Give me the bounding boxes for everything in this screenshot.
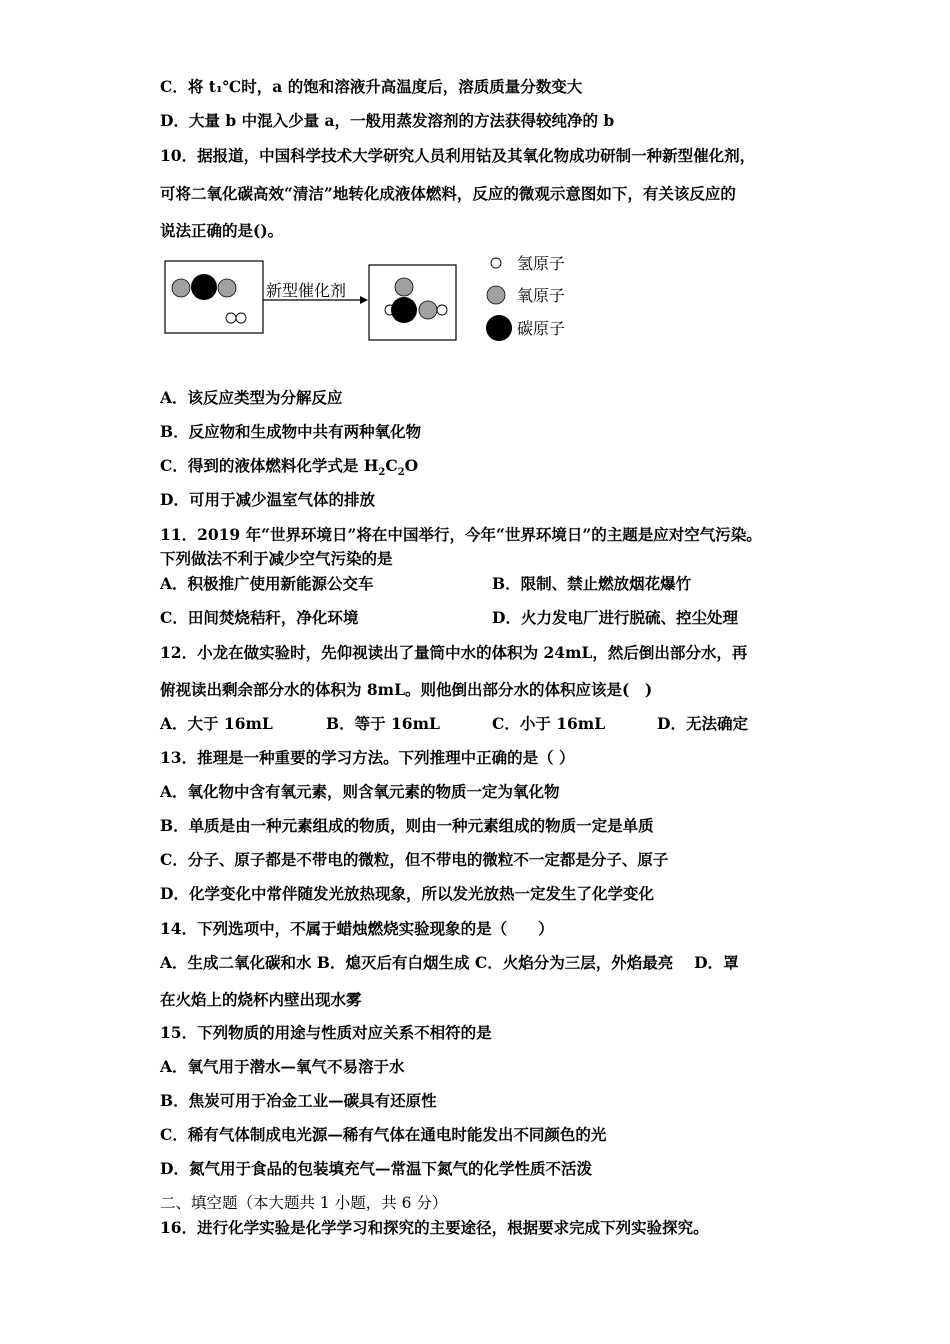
q13-option-b: B．单质是由一种元素组成的物质，则由一种元素组成的物质一定是单质 (160, 816, 654, 835)
oxygen-atom (419, 301, 437, 319)
q11-option-b: B．限制、禁止燃放烟花爆竹 (492, 574, 692, 593)
q12-stem-line1: 12．小龙在做实验时，先仰视读出了量筒中水的体积为 24mL，然后倒出部分水，再 (160, 643, 748, 662)
reaction-diagram (160, 252, 600, 352)
oxygen-atom (395, 278, 413, 296)
q13-option-c: C．分子、原子都是不带电的微粒，但不带电的微粒不一定都是分子、原子 (160, 850, 669, 869)
q14-options-line1: A．生成二氧化碳和水 B．熄灭后有白烟生成 C．火焰分为三层，外焰最亮 D．罩 (160, 953, 739, 972)
section-title: 二、填空题（本大题共 1 小题，共 6 分） (160, 1194, 448, 1212)
q14-options-line2: 在火焰上的烧杯内壁出现水雾 (160, 990, 362, 1009)
q11-stem-line1: 11．2019 年“世界环境日”将在中国举行，今年“世界环境日”的主题是应对空气污染。 (160, 525, 762, 544)
q11-option-d: D．火力发电厂进行脱硫、控尘处理 (492, 608, 738, 627)
h2co2-molecule (385, 278, 447, 323)
q10-option-a: A．该反应类型为分解反应 (160, 388, 343, 407)
q10-stem-line2: 可将二氧化碳高效“清洁”地转化成液体燃料，反应的微观示意图如下，有关该反应的 (160, 184, 736, 203)
carbon-legend-icon (486, 315, 512, 341)
q12-option-a: A．大于 16mL (160, 714, 273, 733)
carbon-atom (191, 274, 217, 300)
q13-stem: 13．推理是一种重要的学习方法。下列推理中正确的是（ ） (160, 748, 575, 767)
q10-stem-line1: 10．据报道，中国科学技术大学研究人员利用钴及其氧化物成功研制一种新型催化剂， (160, 146, 756, 165)
hydrogen-legend-icon (491, 258, 501, 268)
q11-stem-line2: 下列做法不利于减少空气污染的是 (160, 549, 393, 568)
q11-option-a: A．积极推广使用新能源公交车 (160, 574, 374, 593)
q10-option-d: D．可用于减少温室气体的排放 (160, 490, 375, 509)
q12-option-b: B．等于 16mL (326, 714, 440, 733)
legend-oxygen: 氧原子 (517, 286, 566, 305)
arrow-head-icon (360, 296, 368, 304)
h2-molecule (226, 313, 246, 323)
q9-option-d: D．大量 b 中混入少量 a，一般用蒸发溶剂的方法获得较纯净的 b (160, 111, 615, 130)
q12-option-c: C．小于 16mL (492, 714, 606, 733)
q15-stem: 15．下列物质的用途与性质对应关系不相符的是 (160, 1023, 492, 1042)
q14-stem: 14．下列选项中，不属于蜡烛燃烧实验现象的是（ ） (160, 919, 554, 938)
oxygen-atom (172, 279, 190, 297)
oxygen-atom (218, 279, 236, 297)
q16-stem: 16．进行化学实验是化学学习和探究的主要途径，根据要求完成下列实验探究。 (160, 1218, 709, 1237)
legend-hydrogen: 氢原子 (517, 254, 566, 273)
q15-option-d: D．氮气用于食品的包装填充气—常温下氮气的化学性质不活泼 (160, 1159, 592, 1178)
legend-carbon: 碳原子 (517, 319, 566, 338)
q15-option-b: B．焦炭可用于冶金工业—碳具有还原性 (160, 1091, 437, 1110)
hydrogen-atom (236, 313, 246, 323)
hydrogen-atom (226, 313, 236, 323)
q12-stem-line2: 俯视读出剩余部分水的体积为 8mL。则他倒出部分水的体积应该是( ) (160, 680, 653, 699)
q11-option-c: C．田间焚烧秸秆，净化环境 (160, 608, 359, 627)
q10-stem-line3: 说法正确的是()。 (160, 221, 284, 240)
carbon-atom (391, 297, 417, 323)
q9-option-c: C．将 t₁℃时，a 的饱和溶液升高温度后，溶质质量分数变大 (160, 77, 583, 96)
catalyst-label: 新型催化剂 (266, 281, 347, 300)
q12-option-d: D．无法确定 (657, 714, 748, 733)
q15-option-a: A．氧气用于潜水—氧气不易溶于水 (160, 1057, 405, 1076)
co2-molecule (172, 274, 236, 300)
q13-option-d: D．化学变化中常伴随发光放热现象，所以发光放热一定发生了化学变化 (160, 884, 654, 903)
oxygen-legend-icon (487, 286, 505, 304)
q15-option-c: C．稀有气体制成电光源—稀有气体在通电时能发出不同颜色的光 (160, 1125, 607, 1144)
q13-option-a: A．氧化物中含有氧元素，则含氧元素的物质一定为氧化物 (160, 782, 560, 801)
q10-option-c: C．得到的液体燃料化学式是 $H_2C_2O$ (160, 456, 419, 479)
hydrogen-atom (437, 305, 447, 315)
q10-option-b: B．反应物和生成物中共有两种氧化物 (160, 422, 422, 441)
legend (486, 254, 565, 341)
